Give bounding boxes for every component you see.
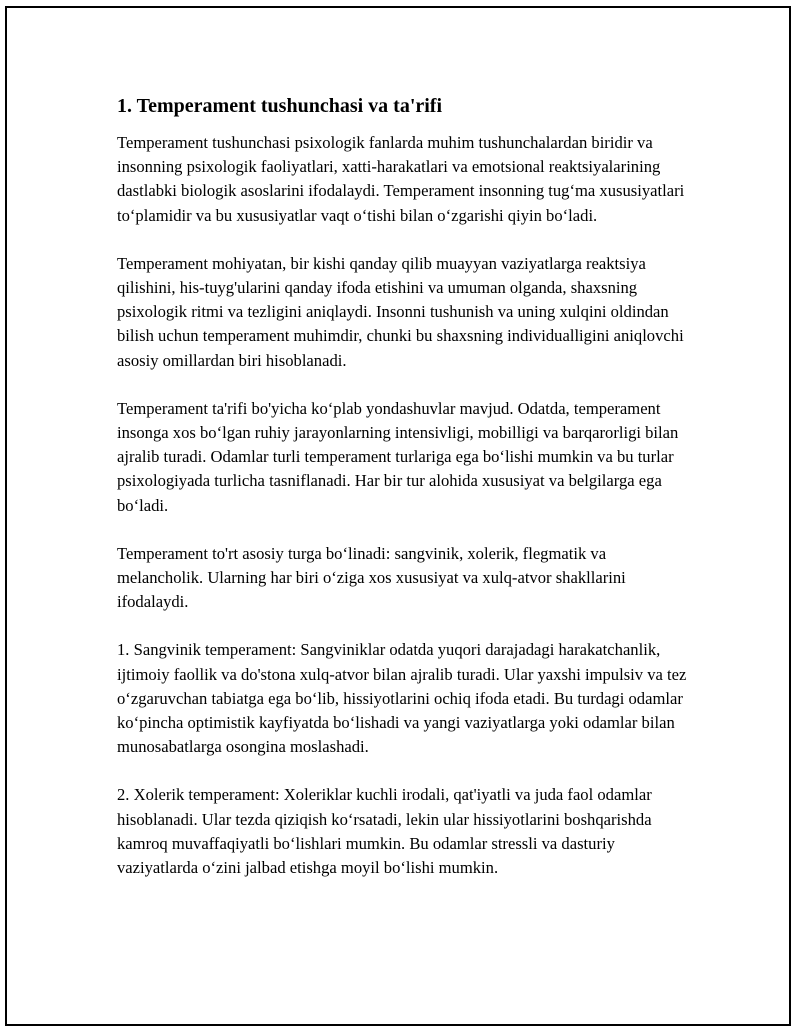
paragraph-sanguine: 1. Sangvinik temperament: Sangviniklar odatda yuqori darajadagi harakatchanlik, ijtimoiy faollik va do'stona xulq-atvor bilan ajralib turadi. Ular yaxshi impulsiv va tez o‘zgaruvchan tabiatga ega bo‘lib, hissiyotlarini ochiq ifoda etadi. Bu turdagi odamlar ko‘pincha optimistik kayfiyatda bo‘lishadi va yangi vaziyatlarga yoki odamlar bilan munosabatlarga osongina moslashadi. — [117, 640, 687, 757]
paragraph-approaches: Temperament ta'rifi bo'yicha ko‘plab yondashuvlar mavjud. Odatda, temperament insonga xos bo‘lgan ruhiy jarayonlarning intensivligi, mobilligi va barqarorligi bilan ajralib turadi. Odamlar turli temperament turlariga ega bo‘lishi mumkin va bu turlar psixologiyada turlicha tasniflanadi. Har bir tur alohida xususiyat va belgilarga ega bo‘ladi. — [117, 398, 679, 515]
paragraph-definition: Temperament tushunchasi psixologik fanlarda muhim tushunchalardan biridir va insonning psixologik faoliyatlari, xatti-harakatlari va emotsional reaktsiyalarining dastlabki biologik asoslarini ifodalaydi. Temperament insonning tug‘ma xususiyatlari to‘plamidir va bu xususiyatlar vaqt o‘tishi bilan o‘zgarishi qiyin bo‘ladi. — [117, 133, 685, 225]
document-body — [117, 92, 687, 904]
section-heading: 1. Temperament tushunchasi va ta'rifi — [117, 95, 443, 117]
paragraph-essence: Temperament mohiyatan, bir kishi qanday qilib muayyan vaziyatlarga reaktsiya qilishini, his-tuyg'ularini qanday ifoda etishini va umuman olganda, shaxsning psixologik ritmi va tezligini aniqlaydi. Insonni tushunish va uning xulqini oldindan bilish uchun temperament muhimdir, chunki bu shaxsning individualligini aniqlovchi asosiy omillardan biri hisoblanadi. — [117, 253, 684, 370]
paragraph-four-types: Temperament to'rt asosiy turga bo‘linadi: sangvinik, xolerik, flegmatik va melancholik. Ularning har biri o‘ziga xos xususiyat va xulq-atvor shakllarini ifodalaydi. — [117, 543, 626, 612]
paragraph-choleric: 2. Xolerik temperament: Xoleriklar kuchli irodali, qat'iyatli va juda faol odamlar hisoblanadi. Ular tezda qiziqish ko‘rsatadi, lekin ular hissiyotlarini boshqarishda kamroq muvaffaqiyatli bo‘lishlari mumkin. Bu odamlar stressli va dasturiy vaziyatlarda o‘zini jalbad etishga moyil bo‘lishi mumkin. — [117, 785, 652, 878]
